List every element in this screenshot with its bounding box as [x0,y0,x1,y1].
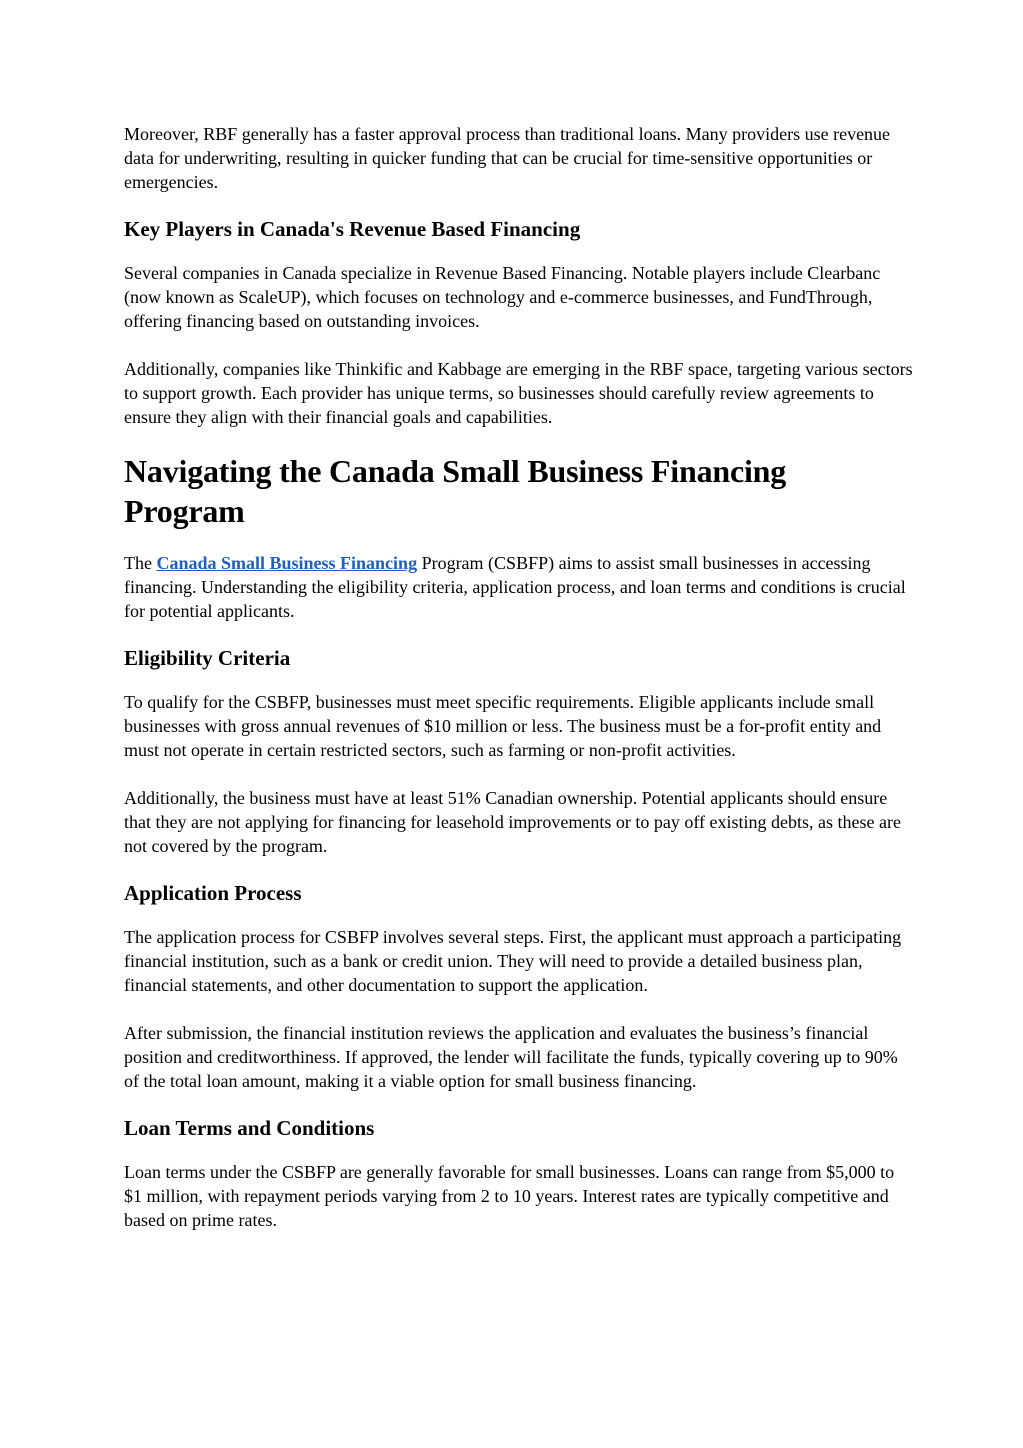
csbfp-intro-rest: Program (CSBFP) aims to assist small businesses in accessing financing. Understanding the eligibility criteria, application process, and loan terms and conditions is crucial for potential applicants. [124,553,906,621]
heading-application-process: Application Process [124,881,302,905]
paragraph-application-1: The application process for CSBFP involves several steps. First, the applicant must approach a participating financial institution, such as a bank or credit union. They will need to provide a detailed business plan, financial statements, and other documentation to support the application. [124,927,902,995]
heading-eligibility: Eligibility Criteria [124,646,291,670]
heading-loan-terms: Loan Terms and Conditions [124,1116,375,1140]
paragraph-eligibility-1: To qualify for the CSBFP, businesses must meet specific requirements. Eligible applicants include small businesses with gross annual revenues of $10 million or less. The business must be a for-profit entity and must not operate in certain restricted sectors, such as farming or non-profit activities. [124,692,882,760]
paragraph-csbfp-intro [124,551,914,623]
paragraph-rbf-approval: Moreover, RBF generally has a faster approval process than traditional loans. Many providers use revenue data for underwriting, resulting in quicker funding that can be crucial for time-sensitive opportunities or emergencies. [124,124,891,192]
paragraph-key-players-1: Several companies in Canada specialize in Revenue Based Financing. Notable players include Clearbanc (now known as ScaleUP), which focuses on technology and e-commerce businesses, and FundThrough, offering financing based on outstanding invoices. [124,263,881,331]
paragraph-application-2: After submission, the financial institution reviews the application and evaluates the business’s financial position and creditworthiness. If approved, the lender will facilitate the funds, typically covering up to 90% of the total loan amount, making it a viable option for small business financing. [124,1023,898,1091]
csbfp-intro-lead: The [124,553,157,573]
csbfp-link[interactable]: Canada Small Business Financing [156,553,418,573]
heading-navigating-csbfp: Navigating the Canada Small Business Financing Program [124,453,787,529]
paragraph-eligibility-2: Additionally, the business must have at least 51% Canadian ownership. Potential applicants should ensure that they are not applying for financing for leasehold improvements or to pay off existing debts, as these are not covered by the program. [124,788,901,856]
paragraph-loan-terms-1: Loan terms under the CSBFP are generally favorable for small businesses. Loans can range from $5,000 to $1 million, with repayment periods varying from 2 to 10 years. Interest rates are typically competitive and based on prime rates. [124,1162,895,1230]
document-page [124,122,914,1232]
paragraph-key-players-2: Additionally, companies like Thinkific and Kabbage are emerging in the RBF space, targeting various sectors to support growth. Each provider has unique terms, so businesses should carefully review agreements to ensure they align with their financial goals and capabilities. [124,359,913,427]
heading-key-players: Key Players in Canada's Revenue Based Financing [124,217,581,241]
